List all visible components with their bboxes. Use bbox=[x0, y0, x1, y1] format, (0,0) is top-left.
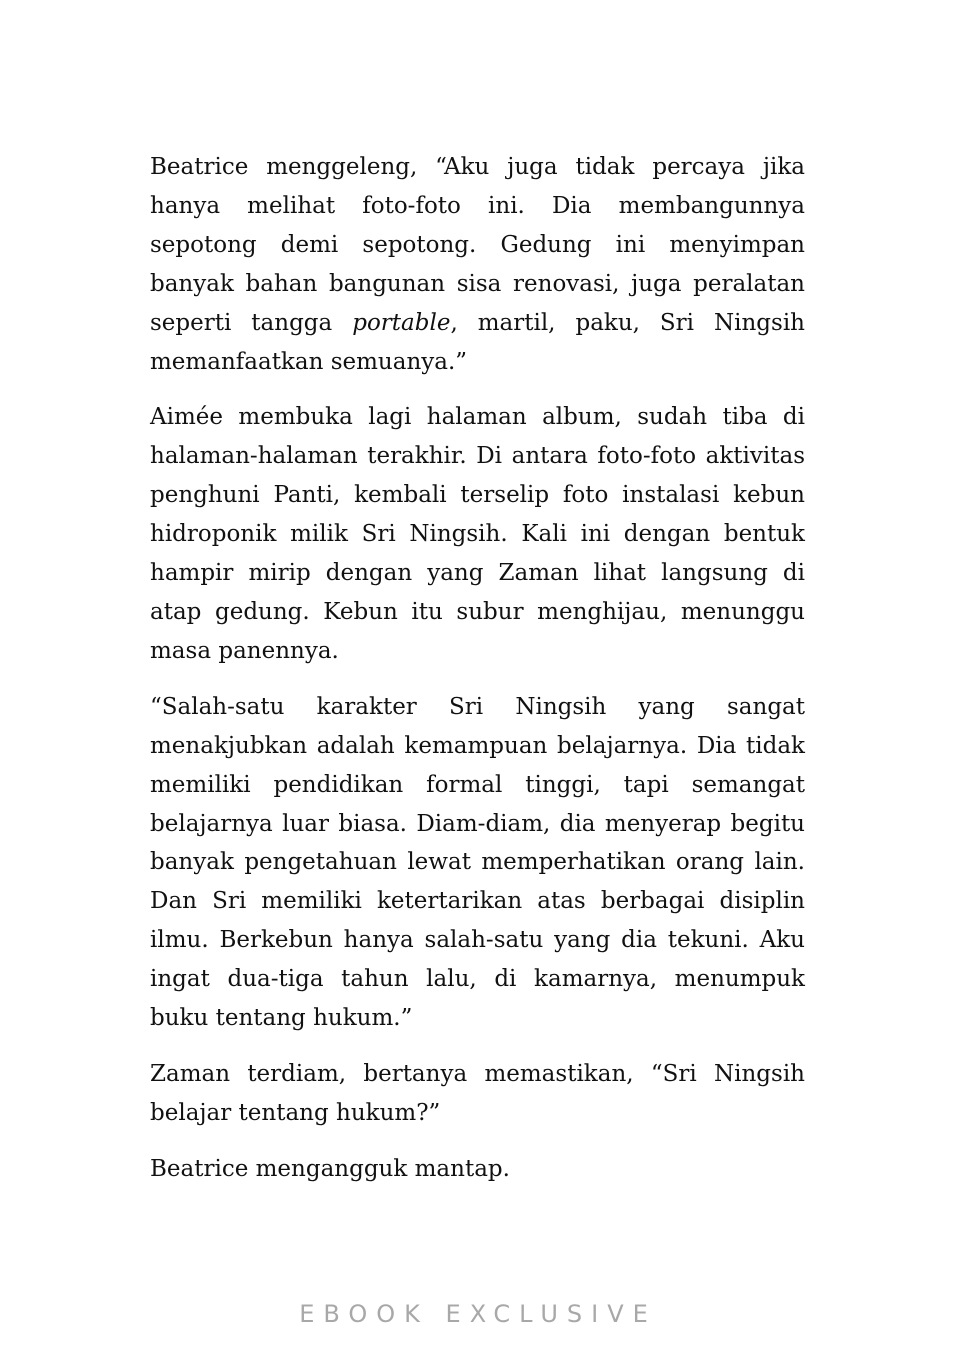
paragraph-3 bbox=[150, 688, 805, 1038]
page-body bbox=[150, 148, 805, 1206]
paragraph-3-text: “Salah-satu karakter Sri Ningsih yang sangat menakjubkan adalah kemampuan belajarnya. Dia tidak memiliki pendidikan formal tinggi, tapi semangat belajarnya luar biasa. Diam-diam, dia menyerap begitu banyak pengetahuan lewat memperhatikan orang lain. Dan Sri memiliki ketertarikan atas berbagai disiplin ilmu. Berkebun hanya salah-satu yang dia tekuni. Aku ingat dua-tiga tahun lalu, di kamarnya, menumpuk buku tentang hukum.” bbox=[150, 693, 805, 1032]
paragraph-1-italic-word: portable bbox=[352, 309, 451, 336]
paragraph-1-text-a: Beatrice menggeleng, “Aku juga tidak percaya jika hanya melihat foto-foto ini. Dia membangunnya sepotong demi sepotong. Gedung ini menyimpan banyak bahan bangunan sisa renovasi, juga peralatan seperti tangga bbox=[150, 154, 805, 336]
paragraph-2 bbox=[150, 398, 805, 670]
paragraph-5-text: Beatrice mengangguk mantap. bbox=[150, 1155, 510, 1182]
paragraph-2-text: Aimée membuka lagi halaman album, sudah tiba di halaman-halaman terakhir. Di antara foto-foto aktivitas penghuni Panti, kembali terselip foto instalasi kebun hidroponik milik Sri Ningsih. Kali ini dengan bentuk hampir mirip dengan yang Zaman lihat langsung di atap gedung. Kebun itu subur menghijau, menunggu masa panennya. bbox=[150, 404, 805, 664]
paragraph-1 bbox=[150, 148, 805, 381]
paragraph-5 bbox=[150, 1150, 805, 1189]
paragraph-4-text: Zaman terdiam, bertanya memastikan, “Sri Ningsih belajar tentang hukum?” bbox=[150, 1060, 805, 1126]
paragraph-4 bbox=[150, 1055, 805, 1133]
footer-watermark: EBOOK EXCLUSIVE bbox=[299, 1300, 657, 1328]
paragraph-1-text-b: , martil, paku, Sri Ningsih memanfaatkan semuanya.” bbox=[150, 309, 805, 375]
